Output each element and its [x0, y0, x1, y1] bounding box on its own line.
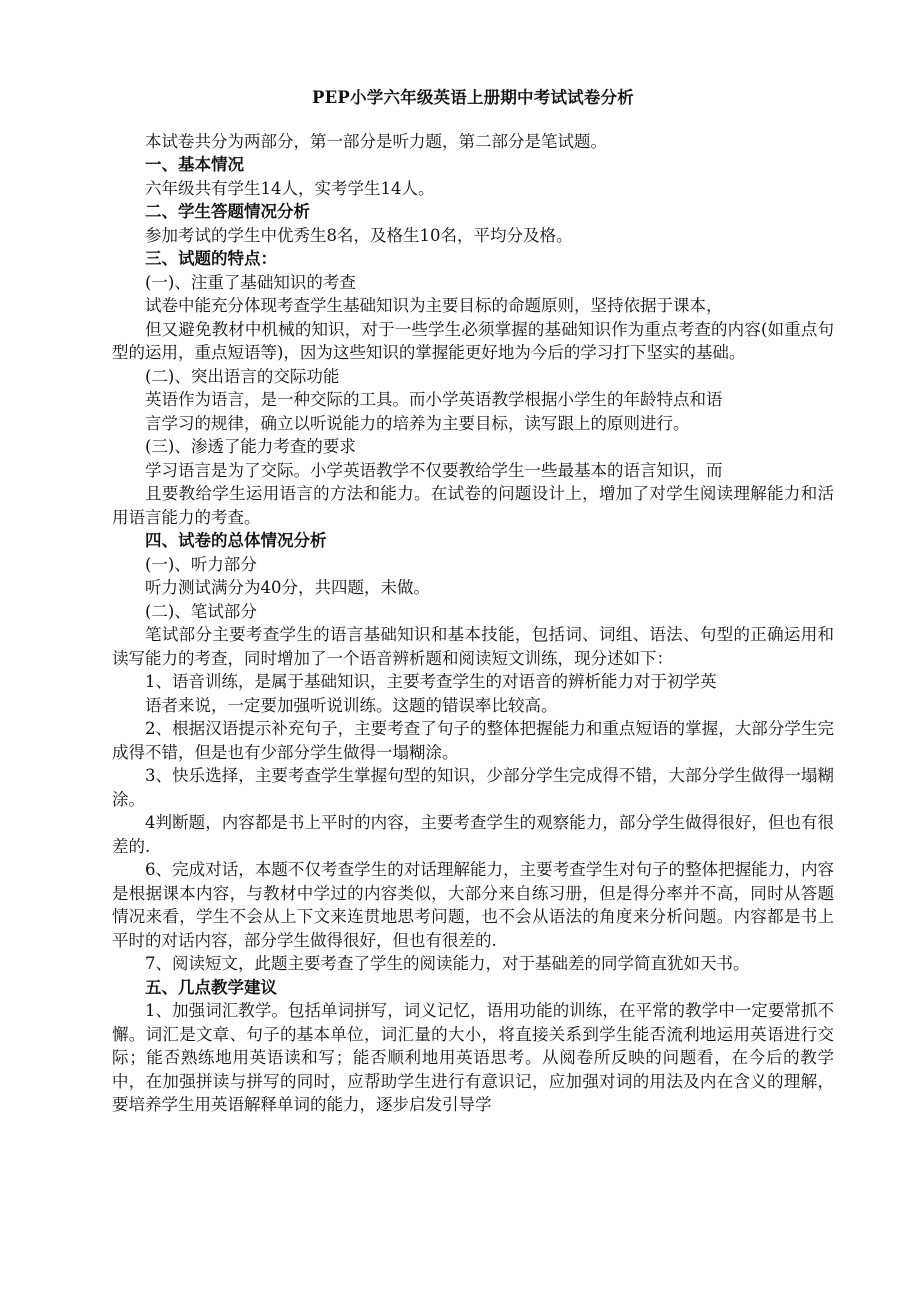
paragraph: (二)、笔试部分 [145, 601, 257, 621]
paragraph: 学习语言是为了交际。小学英语教学不仅要教给学生一些最基本的语言知识，而 [145, 460, 723, 480]
paragraph: 3、快乐选择，主要考查学生掌握句型的知识，少部分学生完成得不错，大部分学生做得一塌糊涂。 [112, 766, 834, 809]
section-heading: 二、学生答题情况分析 [145, 202, 310, 221]
paragraph: 语者来说，一定要加强听说训练。这题的错误率比较高。 [145, 695, 558, 715]
paragraph: 参加考试的学生中优秀生8名，及格生10名，平均分及格。 [145, 225, 573, 245]
section-heading: 三、试题的特点： [145, 249, 277, 268]
paragraph: 英语作为语言，是一种交际的工具。而小学英语教学根据小学生的年龄特点和语 [145, 390, 723, 409]
document-body [112, 130, 834, 1117]
paragraph: (一)、注重了基础知识的考查 [145, 272, 356, 292]
paragraph: (二)、突出语言的交际功能 [145, 366, 340, 386]
paragraph: (一)、听力部分 [145, 554, 257, 574]
paragraph: 7、阅读短文，此题主要考查了学生的阅读能力，对于基础差的同学简直犹如天书。 [145, 954, 750, 973]
document-page [112, 86, 834, 1117]
paragraph: 试卷中能充分体现考查学生基础知识为主要目标的命题原则，坚持依据于课本， [145, 296, 723, 315]
paragraph: 六年级共有学生14人，实考学生14人。 [145, 178, 435, 198]
section-heading: 四、试卷的总体情况分析 [145, 531, 327, 550]
document-title: PEP小学六年级英语上册期中考试试卷分析 [312, 88, 634, 107]
paragraph: 1、加强词汇教学。包括单词拼写，词义记忆，语用功能的训练，在平常的教学中一定要常抓不懈。词汇是文章、句子的基本单位，词汇量的大小，将直接关系到学生能否流利地运用英语进行交际；能否熟练地用英语读和写；能否顺利地用英语思考。从阅卷所反映的问题看，在今后的教学中，在加强拼读与拼写的同时，应帮助学生进行有意识记，应加强对词的用法及内在含义的理解，要培养学生用英语解释单词的能力，逐步启发引导学 [112, 1001, 834, 1114]
paragraph: 本试卷共分为两部分，第一部分是听力题，第二部分是笔试题。 [145, 131, 607, 151]
section-heading: 五、几点教学建议 [145, 977, 277, 997]
paragraph: 且要教给学生运用语言的方法和能力。在试卷的问题设计上，增加了对学生阅读理解能力和活用语言能力的考查。 [112, 484, 834, 527]
paragraph: (三)、渗透了能力考查的要求 [145, 437, 356, 456]
paragraph: 1、语音训练，是属于基础知识，主要考查学生的对语音的辨析能力对于初学英 [145, 672, 717, 691]
paragraph: 言学习的规律，确立以听说能力的培养为主要目标，读写跟上的原则进行。 [145, 413, 690, 433]
paragraph: 4判断题，内容都是书上平时的内容，主要考查学生的观察能力，部分学生做得很好，但也有很差的. [112, 813, 834, 856]
paragraph: 2、根据汉语提示补充句子，主要考查了句子的整体把握能力和重点短语的掌握，大部分学生完成得不错，但是也有少部分学生做得一塌糊涂。 [112, 719, 834, 762]
paragraph: 6、完成对话，本题不仅考查学生的对话理解能力，主要考查学生对句子的整体把握能力，内容是根据课本内容，与教材中学过的内容类似，大部分来自练习册，但是得分率并不高，同时从答题情况来看，学生不会从上下文来连贯地思考问题，也不会从语法的角度来分析问题。内容都是书上平时的对话内容，部分学生做得很好，但也有很差的. [112, 860, 834, 950]
paragraph: 但又避免教材中机械的知识，对于一些学生必须掌握的基础知识作为重点考查的内容(如重点句型的运用，重点短语等)，因为这些知识的掌握能更好地为今后的学习打下坚实的基础。 [112, 319, 834, 362]
section-heading: 一、基本情况 [145, 155, 244, 174]
paragraph: 听力测试满分为40分，共四题，未做。 [145, 578, 430, 597]
paragraph: 笔试部分主要考查学生的语言基础知识和基本技能，包括词、词组、语法、句型的正确运用和读写能力的考查，同时增加了一个语音辨析题和阅读短文训练，现分述如下： [112, 625, 834, 668]
